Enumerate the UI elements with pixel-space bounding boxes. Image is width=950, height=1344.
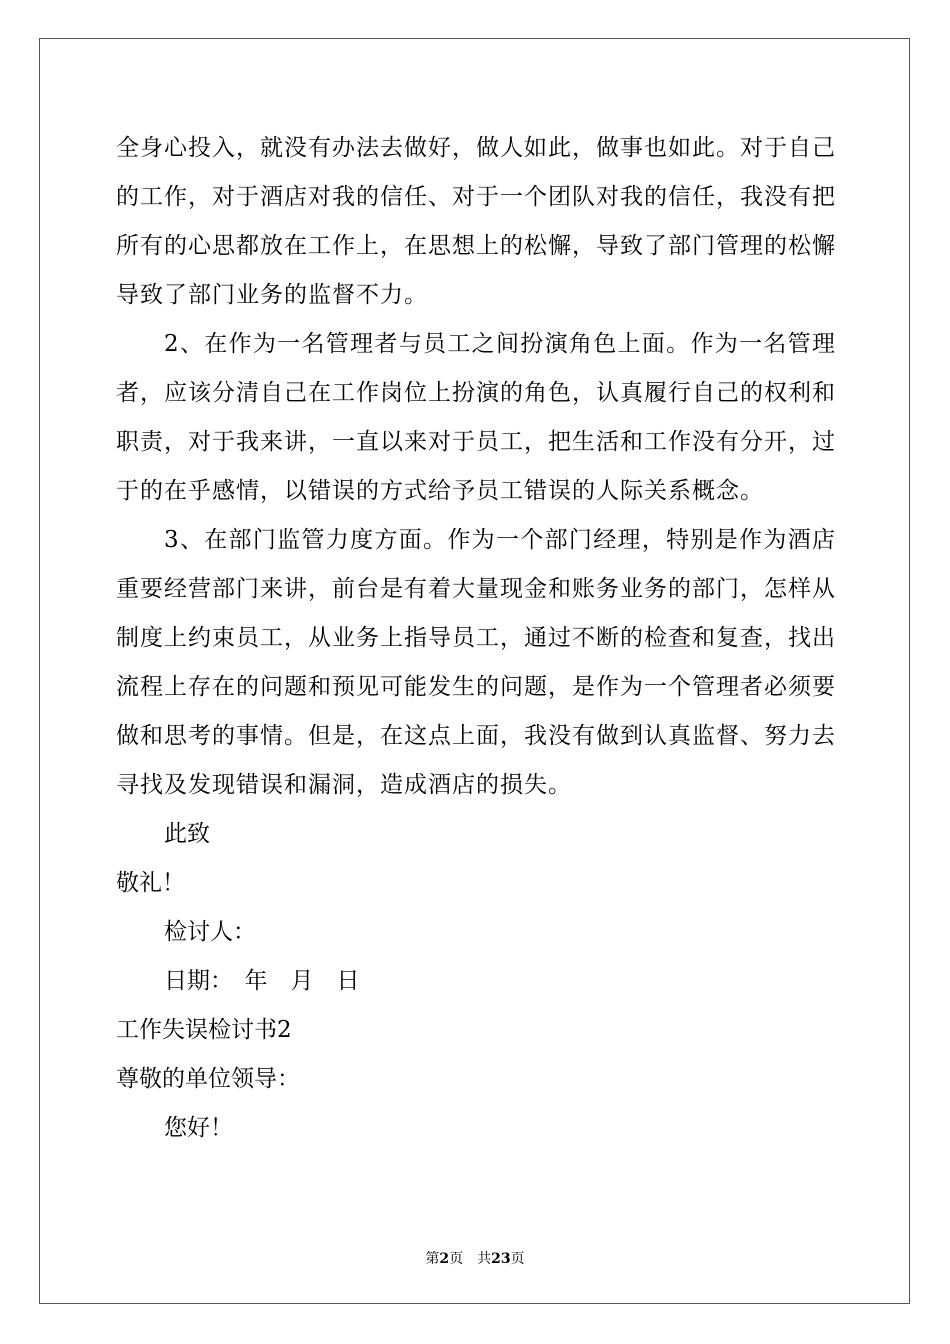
section-title: 工作失误检讨书2 (116, 1017, 292, 1043)
page-suffix: 页 (449, 1251, 464, 1267)
paragraph-1: 全身心投入，就没有办法去做好，做人如此，做事也如此。对于自己的工作，对于酒店对我的信任、对于一个团队对我的信任，我没有把所有的心思都放在工作上，在思想上的松懈，导致了部门管理的松懈导致了部门业务的监督不力。 (116, 135, 836, 308)
document-body (116, 124, 836, 1153)
page-footer (0, 1248, 950, 1268)
total-pages: 23 (491, 1251, 511, 1267)
salute-line: 敬礼！ (116, 870, 185, 896)
date-label: 日期： 年 月 日 (164, 968, 360, 994)
page-prefix: 第 (425, 1251, 440, 1267)
greeting-line: 您好！ (164, 1115, 233, 1141)
page-number: 2 (439, 1251, 450, 1267)
paragraph-2: 2、在作为一名管理者与员工之间扮演角色上面。作为一名管理者，应该分清自己在工作岗位上扮演的角色，认真履行自己的权利和职责，对于我来讲，一直以来对于员工，把生活和工作没有分开，过于的在乎感情，以错误的方式给予员工错误的人际关系概念。 (116, 331, 836, 504)
total-prefix: 共 (477, 1251, 492, 1267)
signer-label: 检讨人： (164, 919, 256, 945)
total-suffix: 页 (510, 1251, 525, 1267)
recipient-line: 尊敬的单位领导： (116, 1066, 300, 1092)
closing-line: 此致 (164, 821, 210, 847)
paragraph-3: 3、在部门监管力度方面。作为一个部门经理，特别是作为酒店重要经营部门来讲，前台是有着大量现金和账务业务的部门，怎样从制度上约束员工，从业务上指导员工，通过不断的检查和复查，找出流程上存在的问题和预见可能发生的问题，是作为一个管理者必须要做和思考的事情。但是，在这点上面，我没有做到认真监督、努力去寻找及发现错误和漏洞，造成酒店的损失。 (116, 527, 836, 798)
